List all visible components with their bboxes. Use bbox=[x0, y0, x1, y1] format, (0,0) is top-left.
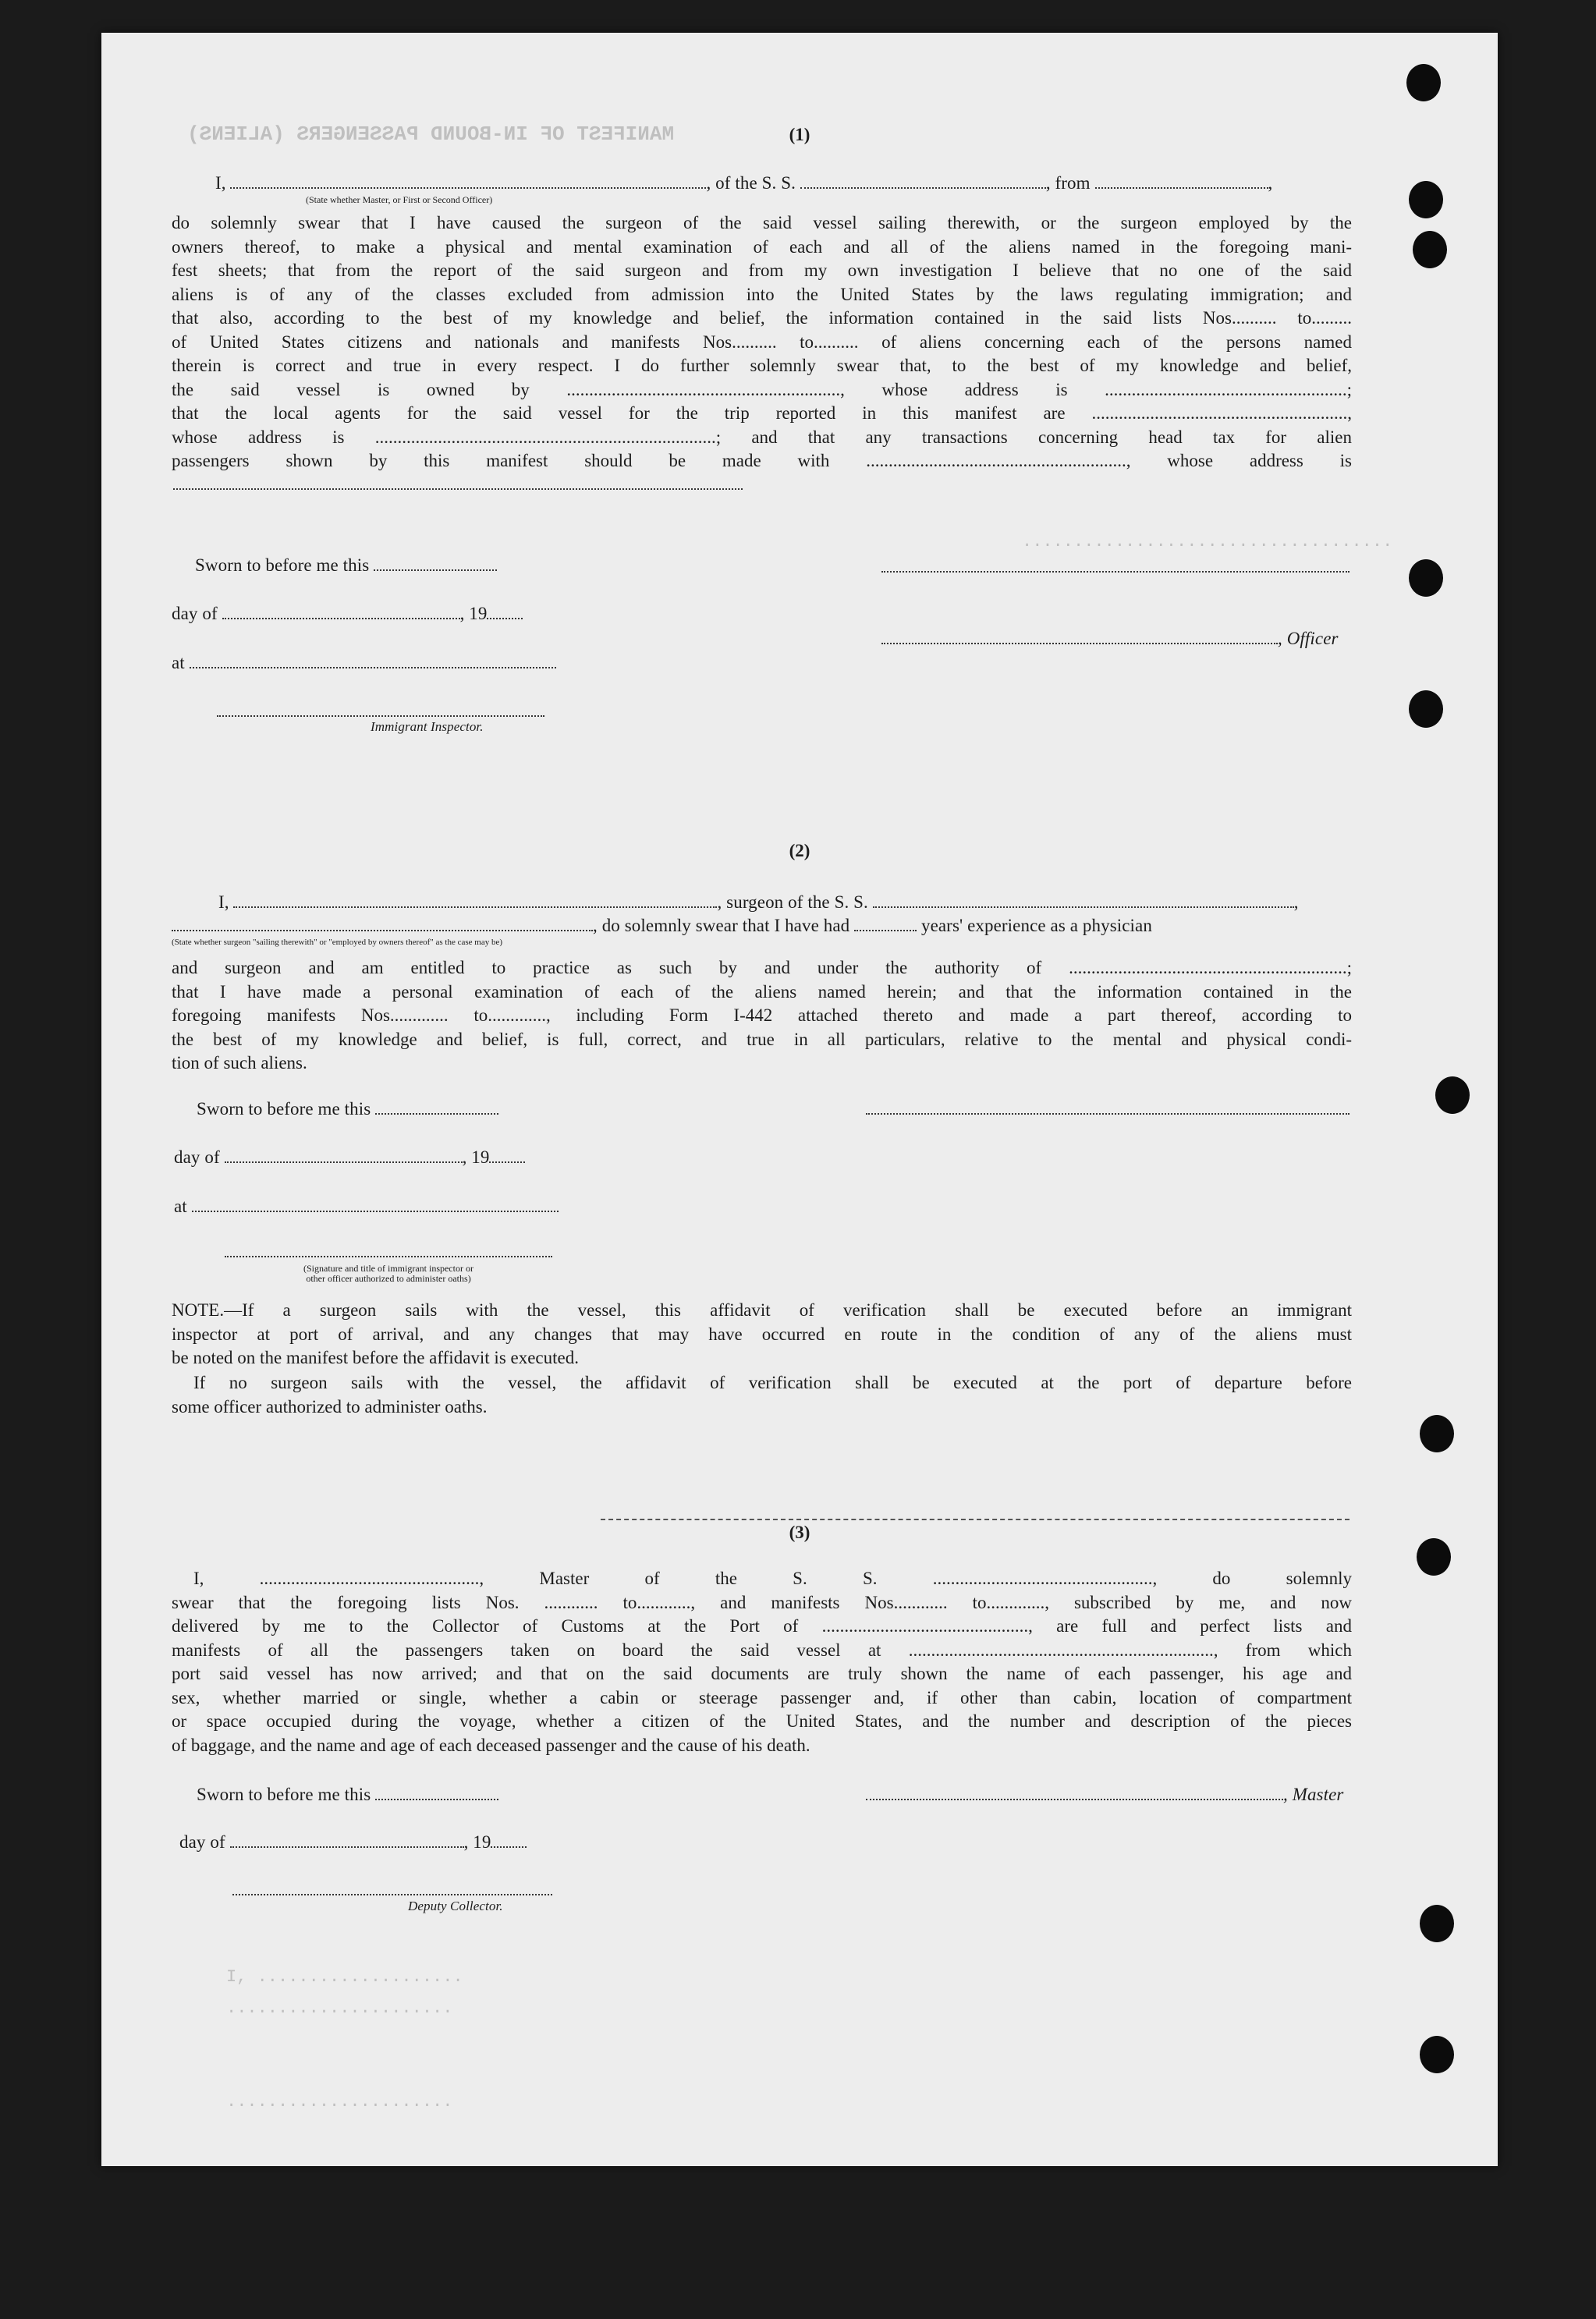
punch-hole bbox=[1413, 231, 1447, 268]
bleed-through: .................................... bbox=[1022, 532, 1393, 551]
section-3-paragraph: I, ................................................., Master of the S. S. ................................................., do solemnly swear that the foregoing lists Nos. ............ to............, and manifests Nos............ to............., subscribed by me, and now delivered by me to the Collector of Customs at the Port of .............................................., are full and perfect lists and manifests of all the passengers taken on board the said vessel at ...................................................................., from which port said vessel has now arrived; and that on the said documents are truly shown the name of each passenger, his age and sex, whether married or single, whether a cabin or steerage passenger and, if other than cabin, location of compartment or space occupied during the voyage, whether a citizen of the United States, and the number and description of the pieces of baggage, and the name and age of each deceased passenger and the cause of his death. bbox=[172, 1569, 1352, 1755]
from-port-field[interactable] bbox=[1095, 172, 1268, 189]
officer-signature-line: , Officer bbox=[881, 627, 1339, 649]
section-3-day-of: day of , 19 bbox=[179, 1831, 527, 1853]
officer-rank-hint: (State whether Master, or First or Second Officer) bbox=[306, 194, 493, 205]
authorized-officer-signature-line[interactable] bbox=[225, 1256, 552, 1257]
year-field[interactable] bbox=[491, 1831, 527, 1848]
deputy-collector-signature-line[interactable] bbox=[232, 1894, 552, 1895]
section-2-day-of: day of , 19 bbox=[174, 1146, 525, 1168]
bleed-through: ...................... bbox=[226, 1998, 453, 2018]
surgeon-status-field[interactable] bbox=[172, 914, 593, 931]
section-2-paragraph: and surgeon and am entitled to practice as such by and under the authority of ..............................................................; that I have made a personal examination of each of the aliens named herein; and that the information contained in the foregoing manifests Nos............. to............., including Form I-442 attached thereto and made a part thereof, according to the best of my knowledge and belief, is full, correct, and true in all particulars, relative to the mental and physical condi- tion of such aliens. bbox=[172, 958, 1352, 1073]
surgeon-status-hint: (State whether surgeon "sailing therewith" or "employed by owners thereof" as the case may be) bbox=[172, 938, 503, 947]
vessel-name-field[interactable] bbox=[800, 172, 1046, 189]
immigrant-inspector-label: Immigrant Inspector. bbox=[371, 719, 484, 734]
section-2-line-2: , do solemnly swear that I have had years' experience as a physician bbox=[172, 914, 1152, 936]
sworn-date-field[interactable] bbox=[375, 1097, 498, 1115]
section-1-day-of: day of , 19 bbox=[172, 602, 523, 624]
at-place-field[interactable] bbox=[192, 1195, 559, 1212]
surgeon-name-field[interactable] bbox=[233, 891, 717, 908]
officer-rank-field[interactable] bbox=[230, 172, 706, 189]
section-2-at: at bbox=[174, 1195, 559, 1217]
sworn-date-field[interactable] bbox=[374, 554, 497, 571]
punch-hole bbox=[1417, 1538, 1451, 1576]
punch-hole bbox=[1420, 2036, 1454, 2073]
section-3-sworn: Sworn to before me this bbox=[197, 1783, 498, 1805]
officer-signature-field[interactable] bbox=[881, 627, 1278, 644]
year-field[interactable] bbox=[489, 1146, 525, 1163]
punch-hole bbox=[1420, 1415, 1454, 1452]
inspector-signature-line[interactable] bbox=[217, 715, 544, 717]
section-1-paragraph: do solemnly swear that I have caused the surgeon of the said vessel sailing therewith, or the surgeon employed by the owners thereof, to make a physical and mental examination of each and all of the aliens named in the foregoing mani- fest sheets; that from the report of the said surgeon and from my own investigation I believe that no one of the said aliens is of any of the classes excluded from admission into the United States by the laws regulating immigration; and that also, according to the best of my knowledge and belief, the information contained in the said lists Nos.......... to......... of United States citizens and nationals and manifests Nos.......... to.......... of aliens concerning each of the persons named therein is correct and true in every respect. I do further solemnly swear that, to the best of my knowledge and belief, the said vessel is owned by ............................................................., whose address is ......................................................; that the local agents for the said vessel for the trip reported in this manifest are ........................................................., whose address is ............................................................................; and that any transactions concerning head tax for alien passengers shown by this manifest should be made with .........................................................., whose address is bbox=[172, 213, 1352, 470]
address-continuation-line[interactable] bbox=[173, 488, 743, 490]
section-2-note: NOTE.—If a surgeon sails with the vessel, this affidavit of verification shall be executed before an immigrant inspector at port of arrival, and any changes that may have occurred en route in the condition of any of the aliens must be noted on the manifest before the affidavit is executed. bbox=[172, 1300, 1352, 1367]
master-signature-line: , Master bbox=[866, 1783, 1343, 1805]
sworn-date-field[interactable] bbox=[375, 1783, 498, 1800]
officer-signature-extra-line[interactable] bbox=[881, 571, 1350, 573]
year-field[interactable] bbox=[487, 602, 523, 619]
bleed-through: ...................... bbox=[226, 2092, 453, 2112]
day-field[interactable] bbox=[225, 1146, 463, 1163]
at-place-field[interactable] bbox=[190, 651, 556, 668]
surgeon-vessel-field[interactable] bbox=[873, 891, 1294, 908]
section-1-line-1: I, , of the S. S. , from , bbox=[215, 173, 1273, 193]
section-2-number: (2) bbox=[789, 841, 810, 860]
punch-hole bbox=[1435, 1076, 1470, 1114]
bleed-through: MANIFEST OF IN-BOUND PASSENGERS (ALIENS) bbox=[187, 122, 675, 146]
section-1-at: at bbox=[172, 651, 556, 673]
punch-hole bbox=[1409, 690, 1443, 728]
punch-hole bbox=[1409, 559, 1443, 597]
section-3-number: (3) bbox=[789, 1523, 810, 1542]
section-1-sworn: Sworn to before me this bbox=[195, 554, 497, 576]
bleed-through: I, .................... bbox=[226, 1967, 463, 1987]
day-field[interactable] bbox=[230, 1831, 464, 1848]
section-1-number: (1) bbox=[789, 125, 810, 144]
day-field[interactable] bbox=[222, 602, 460, 619]
section-2-note-2: If no surgeon sails with the vessel, the affidavit of verification shall be executed at the port of departure before some officer authorized to administer oaths. bbox=[172, 1373, 1352, 1417]
master-signature-field[interactable] bbox=[866, 1783, 1283, 1800]
punch-hole bbox=[1406, 64, 1441, 101]
punch-hole bbox=[1420, 1905, 1454, 1942]
manifest-page bbox=[101, 33, 1498, 2166]
section-2-sworn: Sworn to before me this bbox=[197, 1097, 498, 1119]
punch-hole bbox=[1409, 181, 1443, 218]
surgeon-signature-line[interactable] bbox=[866, 1113, 1350, 1115]
section-2-line-1: I, , surgeon of the S. S. , bbox=[218, 892, 1299, 912]
years-experience-field[interactable] bbox=[854, 914, 917, 931]
signature-title-note: (Signature and title of immigrant inspector or other officer authorized to administer oaths) bbox=[303, 1263, 473, 1284]
section-divider bbox=[601, 1519, 1350, 1520]
deputy-collector-label: Deputy Collector. bbox=[408, 1899, 503, 1913]
